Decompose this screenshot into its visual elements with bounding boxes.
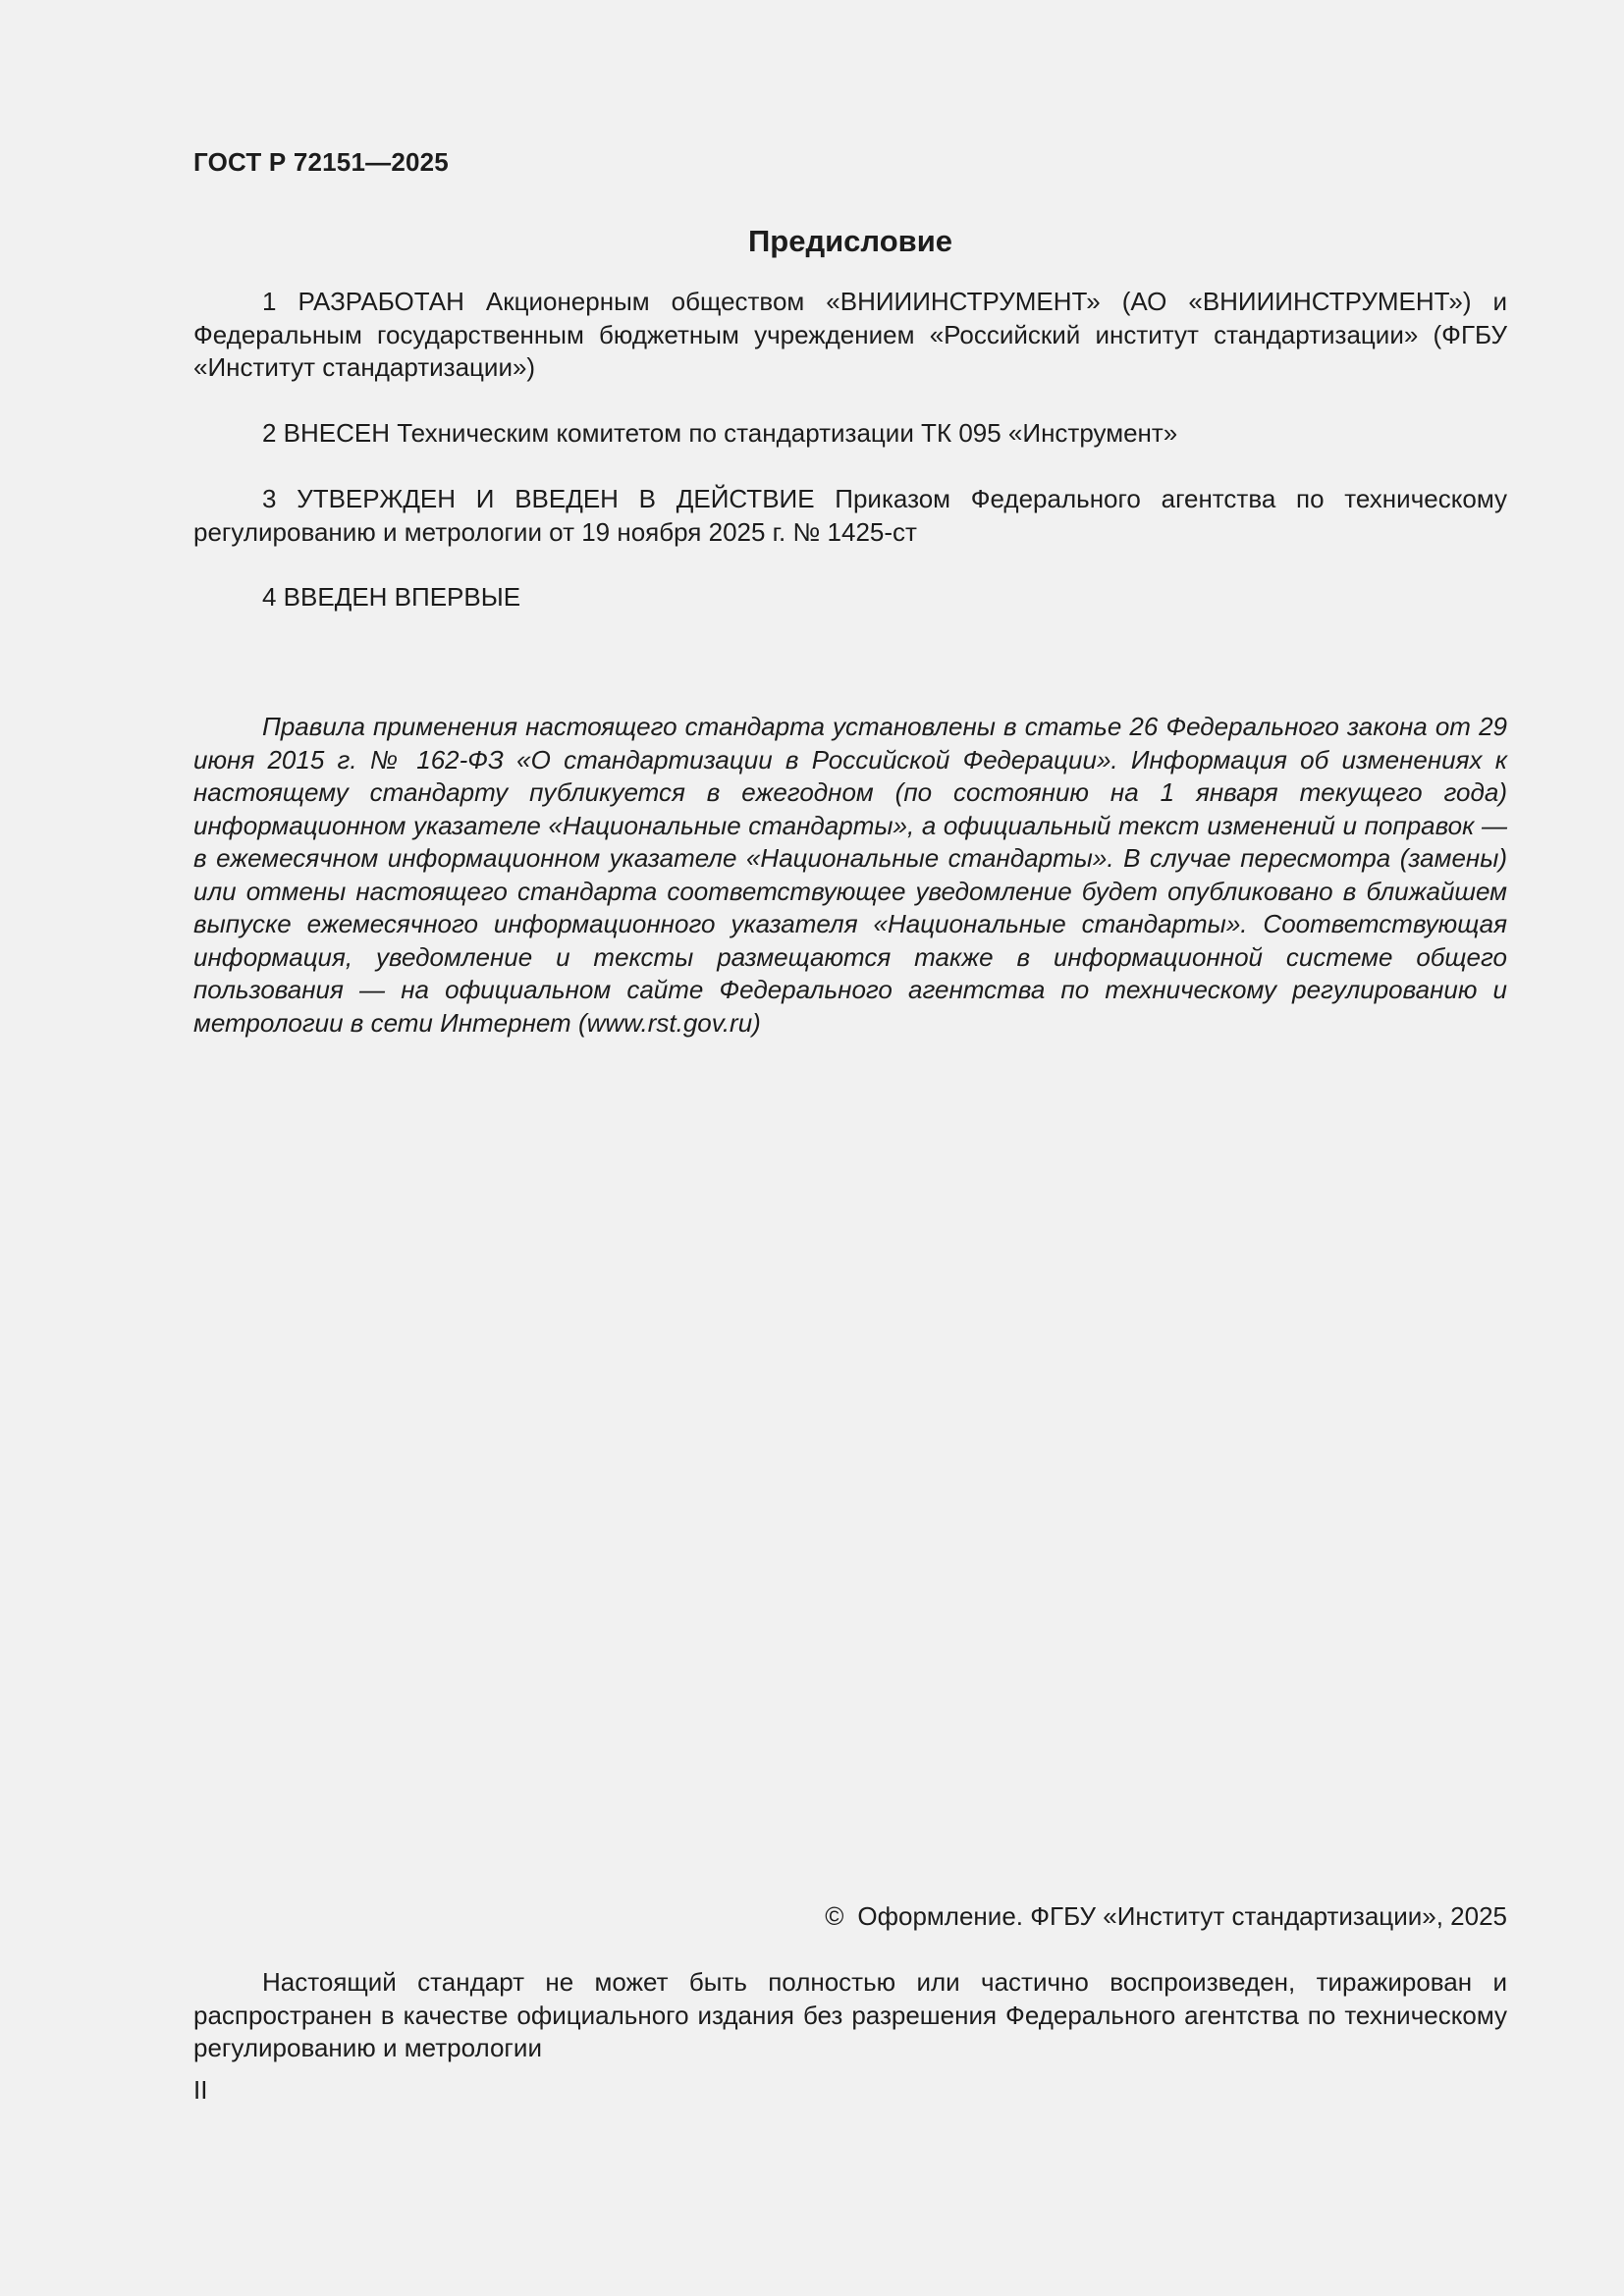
copyright-icon: © bbox=[825, 1901, 844, 1931]
foreword-item-introduced: 4 ВВЕДЕН ВПЕРВЫЕ bbox=[262, 582, 521, 612]
foreword-item-approved: 3 УТВЕРЖДЕН И ВВЕДЕН В ДЕЙСТВИЕ Приказом Федерального агентства по техническому регулированию и метрологии от 19 ноября 2025 г. № 1425-ст bbox=[193, 484, 1507, 547]
foreword-item-submitted: 2 ВНЕСЕН Техническим комитетом по стандартизации ТК 095 «Инструмент» bbox=[262, 418, 1178, 448]
foreword-item-developed: 1 РАЗРАБОТАН Акционерным обществом «ВНИИИНСТРУМЕНТ» (АО «ВНИИИНСТРУМЕНТ») и Федеральным государственным бюджетным учреждением «Российский институт стандартизации» (ФГБУ «Институт стандартизации») bbox=[193, 287, 1507, 382]
foreword-title: Предисловие bbox=[747, 224, 952, 258]
reproduction-notice: Настоящий стандарт не может быть полностью или частично воспроизведен, тиражирован и распространен в качестве официального издания без разрешения Федерального агентства по техническому регулированию и метрологии bbox=[193, 1967, 1507, 2062]
copyright-text: Оформление. ФГБУ «Институт стандартизации», 2025 bbox=[857, 1901, 1507, 1931]
rules-note: Правила применения настоящего стандарта установлены в статье 26 Федерального закона от 29 июня 2015 г. № 162-ФЗ «О стандартизации в Российской Федерации». Информация об изменениях к настоящему стандарту публикуется в ежегодном (по состоянию на 1 января текущего года) информационном указателе «Национальные стандарты», а официальный текст изменений и поправок — в ежемесячном информационном указателе «Национальные стандарты». В случае пересмотра (замены) или отмены настоящего стандарта соответствующее уведомление будет опубликовано в ближайшем выпуске ежемесячного информационного указателя «Национальные стандарты». Соответствующая информация, уведомление и тексты размещаются также в информационной системе общего пользования — на официальном сайте Федерального агентства по техническому регулированию и метрологии в сети Интернет (www.rst.gov.ru) bbox=[193, 712, 1507, 1038]
page-number: II bbox=[193, 2075, 208, 2105]
copyright-line bbox=[825, 1900, 1507, 1934]
standard-code: ГОСТ Р 72151—2025 bbox=[193, 147, 449, 177]
